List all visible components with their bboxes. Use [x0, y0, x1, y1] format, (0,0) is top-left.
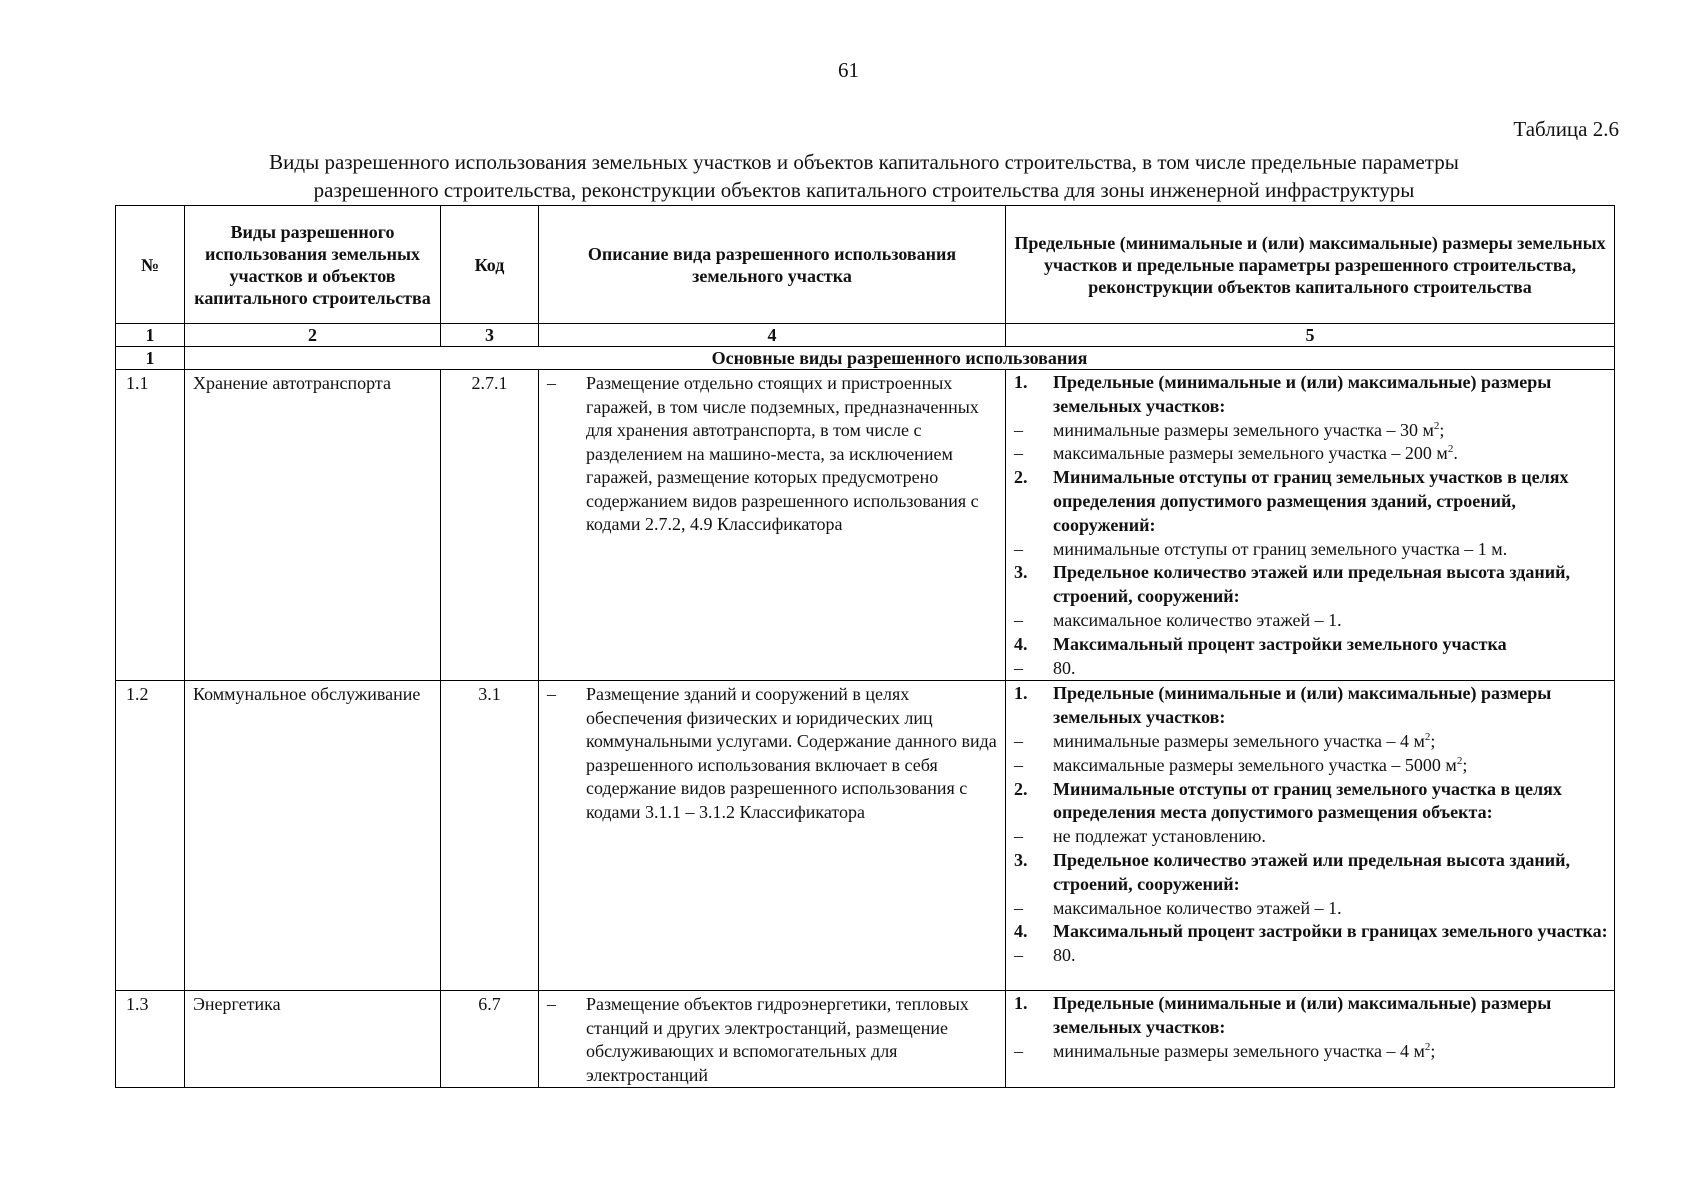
header-use-type: Виды разрешенного использования земельных участков и объектов капитального строительства	[185, 206, 441, 324]
parameter-text-main: Предельные (минимальные и (или) максимальные) размеры земельных участков:	[1053, 993, 1552, 1038]
parameter-text-main: Минимальные отступы от границ земельного участка в целях определения места допустимого размещения объекта:	[1053, 778, 1562, 823]
parameter-item	[1012, 657, 1608, 681]
column-number: 2	[185, 324, 441, 347]
parameter-marker: –	[1014, 419, 1023, 440]
row-parameters	[1006, 370, 1615, 681]
parameter-text-main: не подлежат установлению.	[1053, 826, 1266, 847]
parameter-superscript: 2	[1433, 419, 1440, 432]
parameter-marker: 4.	[1014, 921, 1028, 942]
row-number: 1.2	[116, 681, 185, 991]
column-number-row	[116, 324, 1615, 347]
parameter-marker: –	[1014, 1040, 1023, 1061]
table-row	[116, 991, 1615, 1088]
land-use-table	[115, 205, 1615, 1088]
parameter-marker: 1.	[1014, 993, 1028, 1014]
parameter-text-main: Максимальный процент застройки в границах земельного участка:	[1053, 921, 1608, 942]
column-number: 5	[1006, 324, 1615, 347]
parameter-text-main: Максимальный процент застройки земельного участка	[1053, 633, 1507, 654]
parameter-superscript: 2	[1447, 443, 1454, 456]
section-number: 1	[116, 347, 185, 370]
row-code: 2.7.1	[441, 370, 539, 681]
header-row	[116, 206, 1615, 324]
parameter-text-main: максимальное количество этажей – 1.	[1053, 609, 1342, 630]
dash-marker: –	[547, 373, 556, 393]
parameter-item	[1012, 920, 1608, 944]
page-number: 61	[838, 58, 859, 82]
parameter-text	[1053, 657, 1608, 681]
parameter-marker: –	[1014, 730, 1023, 751]
parameter-text	[1053, 682, 1608, 730]
parameter-text	[1053, 419, 1608, 443]
parameter-item	[1012, 538, 1608, 562]
parameter-marker: –	[1014, 609, 1023, 630]
header-parameters: Предельные (минимальные и (или) максимальные) размеры земельных участков и предельные параметры разрешенного строительства, реконструкции объектов капитального строительства	[1006, 206, 1615, 324]
parameter-text	[1053, 466, 1608, 537]
parameter-marker: –	[1014, 443, 1023, 464]
parameter-text-tail: ;	[1439, 419, 1445, 440]
parameter-text	[1053, 1040, 1608, 1064]
parameter-text	[1053, 944, 1608, 968]
parameter-marker: –	[1014, 897, 1023, 918]
parameter-item	[1012, 561, 1608, 609]
parameter-text	[1053, 442, 1608, 466]
parameter-marker: 3.	[1014, 849, 1028, 870]
row-parameters	[1006, 681, 1615, 991]
dash-marker: –	[547, 684, 556, 705]
table-title	[116, 148, 1612, 204]
parameter-text	[1053, 561, 1608, 609]
parameter-item	[1012, 371, 1608, 419]
parameter-text-main: 80.	[1053, 945, 1076, 966]
header-code: Код	[441, 206, 539, 324]
table-title-line-1: Виды разрешенного использования земельных участков и объектов капитального строительства, в том числе предельные параметры	[269, 150, 1459, 174]
parameter-text-main: Предельные (минимальные и (или) максимальные) размеры земельных участков:	[1053, 372, 1552, 416]
parameter-item	[1012, 1040, 1608, 1064]
parameter-marker: 2.	[1014, 467, 1028, 488]
parameter-text-main: 80.	[1053, 657, 1076, 678]
row-number: 1.1	[116, 370, 185, 681]
parameter-text-main: минимальные размеры земельного участка – 4 м	[1053, 1040, 1425, 1061]
dash-marker: –	[547, 994, 556, 1015]
parameter-superscript: 2	[1456, 754, 1463, 767]
column-number: 4	[539, 324, 1006, 347]
row-number: 1.3	[116, 991, 185, 1088]
parameter-marker: –	[1014, 754, 1023, 775]
parameter-text-main: Предельное количество этажей или предельная высота зданий, строений, сооружений:	[1053, 849, 1571, 894]
row-description	[539, 991, 1006, 1088]
description-item	[545, 683, 999, 824]
parameter-text-main: Предельные (минимальные и (или) максимальные) размеры земельных участков:	[1053, 683, 1552, 728]
section-title: Основные виды разрешенного использования	[185, 347, 1615, 370]
parameter-text-main: Предельное количество этажей или предельная высота зданий, строений, сооружений:	[1053, 562, 1571, 607]
parameter-text	[1053, 992, 1608, 1040]
parameter-text-main: минимальные размеры земельного участка – 30 м	[1053, 419, 1434, 440]
row-use-type: Коммунальное обслуживание	[185, 681, 441, 991]
parameter-item	[1012, 778, 1608, 826]
parameter-text-main: максимальные размеры земельного участка – 5000 м	[1053, 754, 1457, 775]
parameter-item	[1012, 466, 1608, 537]
table-row	[116, 370, 1615, 681]
parameter-item	[1012, 609, 1608, 633]
parameter-marker: 1.	[1014, 683, 1028, 704]
parameter-text-main: минимальные отступы от границ земельного участка – 1 м.	[1053, 538, 1508, 559]
parameter-item	[1012, 992, 1608, 1040]
parameter-marker: –	[1014, 657, 1023, 678]
parameter-text-tail: .	[1453, 443, 1458, 464]
parameter-text	[1053, 633, 1608, 657]
parameter-text-tail: ;	[1430, 730, 1436, 751]
description-item	[545, 372, 999, 537]
table-title-line-2: разрешенного строительства, реконструкции объектов капитального строительства для зоны инженерной инфраструктуры	[313, 178, 1415, 202]
parameter-text	[1053, 778, 1608, 826]
section-row	[116, 347, 1615, 370]
column-number: 1	[116, 324, 185, 347]
row-description	[539, 370, 1006, 681]
parameter-text	[1053, 371, 1608, 419]
parameter-item	[1012, 730, 1608, 754]
parameter-item	[1012, 419, 1608, 443]
parameter-text-main: максимальные размеры земельного участка – 200 м	[1053, 443, 1448, 464]
parameter-text	[1053, 609, 1608, 633]
parameter-item	[1012, 754, 1608, 778]
description-item	[545, 993, 999, 1087]
parameter-marker: 4.	[1014, 633, 1028, 654]
table-row	[116, 681, 1615, 991]
description-text: Размещение зданий и сооружений в целях обеспечения физических и юридических лиц коммунальными услугами. Содержание данного вида разрешенного использования включает в себя содержание видов разрешенного использования с кодами 3.1.1 – 3.1.2 Классификатора	[586, 684, 997, 822]
parameter-text	[1053, 825, 1608, 849]
parameter-text	[1053, 754, 1608, 778]
parameter-item	[1012, 849, 1608, 897]
parameter-text-tail: ;	[1462, 754, 1468, 775]
row-use-type: Энергетика	[185, 991, 441, 1088]
row-code: 6.7	[441, 991, 539, 1088]
description-text: Размещение объектов гидроэнергетики, тепловых станций и других электростанций, размещение обслуживающих и вспомогательных для электростанций	[586, 994, 969, 1085]
table-label: Таблица 2.6	[1513, 117, 1619, 141]
parameter-text-main: минимальные размеры земельного участка – 4 м	[1053, 730, 1425, 751]
parameter-marker: 1.	[1014, 372, 1028, 392]
parameter-text-main: Минимальные отступы от границ земельных участков в целях определения допустимого размещения зданий, строений, сооружений:	[1053, 467, 1569, 535]
parameter-marker: –	[1014, 945, 1023, 966]
description-text: Размещение отдельно стоящих и пристроенных гаражей, в том числе подземных, предназначенных для хранения автотранспорта, в том числе с разделением на машино-места, за исключением гаражей, размещение которых предусмотрено содержанием видов разрешенного использования с кодами 2.7.2, 4.9 Классификатора	[586, 373, 979, 534]
parameter-superscript: 2	[1424, 730, 1431, 743]
parameter-item	[1012, 825, 1608, 849]
parameter-text	[1053, 920, 1608, 944]
parameter-text	[1053, 730, 1608, 754]
header-description: Описание вида разрешенного использования земельного участка	[539, 206, 1006, 324]
row-parameters	[1006, 991, 1615, 1088]
parameter-marker: –	[1014, 538, 1023, 559]
parameter-item	[1012, 682, 1608, 730]
parameter-item	[1012, 442, 1608, 466]
parameter-marker: 2.	[1014, 778, 1028, 799]
parameter-text	[1053, 538, 1608, 562]
parameter-item	[1012, 633, 1608, 657]
parameter-text-main: максимальное количество этажей – 1.	[1053, 897, 1342, 918]
parameter-item	[1012, 944, 1608, 968]
column-number: 3	[441, 324, 539, 347]
parameter-superscript: 2	[1424, 1040, 1431, 1053]
row-code: 3.1	[441, 681, 539, 991]
header-number: №	[116, 206, 185, 324]
parameter-item	[1012, 897, 1608, 921]
parameter-marker: –	[1014, 826, 1023, 847]
row-description	[539, 681, 1006, 991]
parameter-marker: 3.	[1014, 562, 1028, 583]
parameter-text-tail: ;	[1430, 1040, 1436, 1061]
parameter-text	[1053, 897, 1608, 921]
parameter-text	[1053, 849, 1608, 897]
row-use-type: Хранение автотранспорта	[185, 370, 441, 681]
